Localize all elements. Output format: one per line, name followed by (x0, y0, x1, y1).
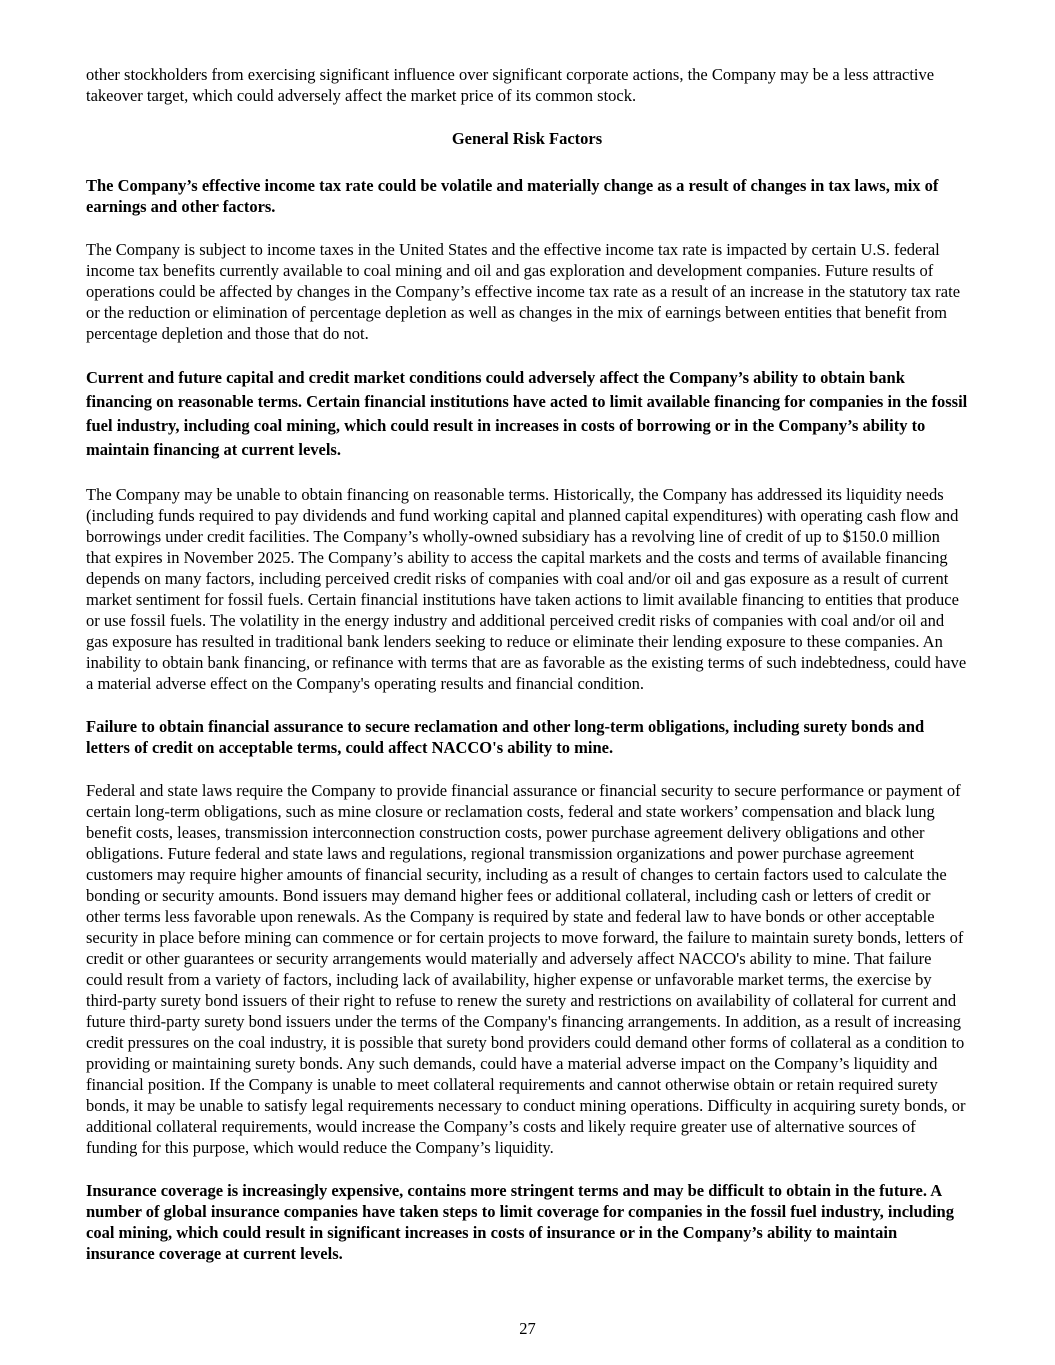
risk-body-financial-assurance: Federal and state laws require the Company to provide financial assurance or financial security to secure performance or payment of certain long-term obligations, such as mine closure or reclamation costs, federal and state workers’ compensation and black lung benefit costs, leases, transmission interconnection construction costs, power purchase agreement delivery obligations and other obligations. Future federal and state laws and regulations, regional transmission organizations and power purchase agreement customers may require higher amounts of financial security, including as a result of changes to certain factors used to calculate the bonding or security amounts. Bond issuers may demand higher fees or additional collateral, including cash or letters of credit or other terms less favorable upon renewals. As the Company is required by state and federal law to have bonds or other acceptable security in place before mining can commence or for certain projects to move forward, the failure to maintain surety bonds, letters of credit or other guarantees or security arrangements would materially and adversely affect NACCO's ability to mine. That failure could result from a variety of factors, including lack of availability, higher expense or unfavorable market terms, the exercise by third-party surety bond issuers of their right to refuse to renew the surety and restrictions on availability of collateral for current and future third-party surety bond issuers under the terms of the Company's financing arrangements. In addition, as a result of increasing credit pressures on the coal industry, it is possible that surety bond providers could demand other forms of collateral as a condition to providing or maintaining surety bonds. Any such demands, could have a material adverse impact on the Company’s liquidity and financial position. If the Company is unable to meet collateral requirements and cannot otherwise obtain or retain required surety bonds, it may be unable to satisfy legal requirements necessary to conduct mining operations. Difficulty in acquiring surety bonds, or additional collateral requirements, would increase the Company’s costs and likely require greater use of alternative sources of funding for this purpose, which would reduce the Company’s liquidity. (86, 781, 966, 1157)
risk-heading-insurance-coverage: Insurance coverage is increasingly expensive, contains more stringent terms and may be difficult to obtain in the future. A number of global insurance companies have taken steps to limit coverage for companies in the fossil fuel industry, including coal mining, which could result in significant increases in costs of insurance or in the Company’s ability to maintain insurance coverage at current levels. (86, 1181, 954, 1263)
risk-body-credit-market: The Company may be unable to obtain financing on reasonable terms. Historically, the Company has addressed its liquidity needs (including funds required to pay dividends and fund working capital and planned capital expenditures) with operating cash flow and borrowings under credit facilities. The Company’s wholly-owned subsidiary has a revolving line of credit of up to $150.0 million that expires in November 2025. The Company’s ability to access the capital markets and the costs and terms of available financing depends on many factors, including perceived credit risks of companies with coal and/or oil and gas exposure as a result of current market sentiment for fossil fuels. Certain financial institutions have taken actions to limit available financing to entities that produce or use fossil fuels. The volatility in the energy industry and additional perceived credit risks of companies with coal and/or oil and gas exposure has resulted in traditional bank lenders seeking to reduce or eliminate their lending exposure to these companies. An inability to obtain bank financing, or refinance with terms that are as favorable as the existing terms of such indebtedness, could have a material adverse effect on the Company's operating results and financial condition. (86, 485, 967, 693)
intro-continuation-paragraph: other stockholders from exercising significant influence over significant corporate actions, the Company may be a less attractive takeover target, which could adversely affect the market price of its common stock. (86, 65, 935, 105)
section-heading: General Risk Factors (451, 129, 603, 148)
risk-heading-tax-rate: The Company’s effective income tax rate could be volatile and materially change as a result of changes in tax laws, mix of earnings and other factors. (86, 176, 939, 216)
risk-heading-credit-market: Current and future capital and credit market conditions could adversely affect the Company’s ability to obtain bank financing on reasonable terms. Certain financial institutions have acted to limit available financing for companies in the fossil fuel industry, including coal mining, which could result in increases in costs of borrowing or in the Company’s ability to maintain financing at current levels. (86, 368, 968, 459)
page-number: 27 (519, 1319, 536, 1338)
risk-body-tax-rate: The Company is subject to income taxes in the United States and the effective income tax rate is impacted by certain U.S. federal income tax benefits currently available to coal mining and oil and gas exploration and development companies. Future results of operations could be affected by changes in the Company’s effective income tax rate as a result of an increase in the statutory tax rate or the reduction or elimination of percentage depletion as well as changes in the mix of earnings between entities that benefit from percentage depletion and those that do not. (86, 240, 961, 343)
risk-heading-financial-assurance: Failure to obtain financial assurance to secure reclamation and other long-term obligations, including surety bonds and letters of credit on acceptable terms, could affect NACCO's ability to mine. (86, 717, 925, 757)
